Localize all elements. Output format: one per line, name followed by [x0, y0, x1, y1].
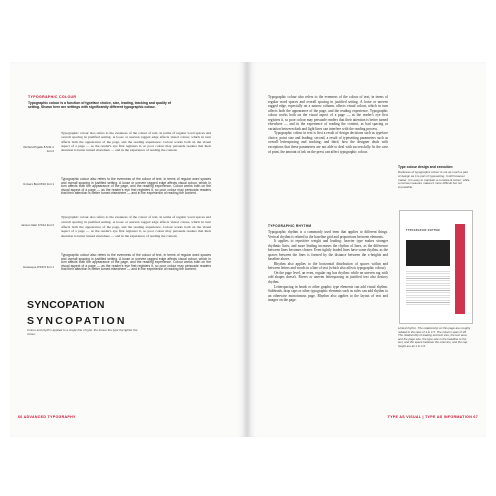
thumbnail-text-lines: [406, 271, 450, 307]
display-caption: Colour and rhythm applied to a single line of type: the looser the type the lighter the colour.: [27, 328, 138, 336]
paragraph: Letterspacing in heads or other graphic type elements can add visual rhythm. Subheads, drop caps or other typographic elements such as rules can add rhythm to an otherwise monotonous page. Rhythm also applies to the layout of text and images on the page.: [268, 284, 388, 303]
intro-text: Typographic colour is a function of typeface choice, size, leading, tracking and quality of setting. Shown here are settings with significantly different typographic colour.: [28, 101, 171, 110]
page-thumbnail: [399, 210, 473, 324]
body-column-2: [268, 230, 388, 303]
body-column-1: [268, 95, 388, 154]
paragraph: Typographic colour in text is first a result of design decisions such as typeface choice, point size and leading; second, a result of typesetting parameters such as overall letterspacing and tracking; and third, how the designer deals with exceptions that these parameters are not able to deal with successfully. In the case of print, the amount of ink on the press can affect typographic colour.: [268, 131, 388, 154]
sample-label: Janson Italic 9.5/12 font 2: [21, 223, 54, 227]
text-sample: Typographic colour also refers to the evenness of the colour of text, in terms of regular word spaces and overall spacing in justified setting. A loose or uneven ragged edge affects visual colour, which in turn affects both the appearance of the page, and the reading experience. Colour works both on the visual aspect of a page — as the reader's eye first registers it, so poor colour may persuade readers that their attention is better turned elsewhere — and in the experience of reading the content.: [61, 177, 211, 196]
text-sample: Typographic colour also refers to the evenness of the colour of text, in terms of regular word spaces and overall spacing in justified setting. A loose or uneven ragged edge affects visual colour, which in turn affects both the appearance of the page, and the reading experience. Colour works both on the visual aspect of a page — as the reader's eye first registers it, so poor colour may persuade readers that their attention is better turned elsewhere — and in the experience of reading the content.: [61, 253, 211, 272]
paragraph: Typographic rhythm is a commonly used term that applies to different things. Vertical rhythm is related to the baseline grid and proportions between elements.: [268, 230, 388, 239]
folio-left: 66 ADVANCED TYPOGRAPHY: [18, 415, 76, 419]
display-word-tight: SYNCOPATION: [27, 299, 105, 311]
sidebar-note: Darkness of typographic colour is not as much a part of design as it is part of typesetting. It will however matter: it is easy to maintain a consistent colour, while a narrow measure makes it more difficult but not impossible.: [398, 170, 470, 190]
folio-right: TYPE AS VISUAL | TYPE AS INFORMATION 67: [387, 415, 478, 419]
thumbnail-caption: Linked rhythm. The relationship on this page are roughly related to the ratio of 1 to 1.5. The column span of 26. The relationship of leading and text size, the text area and the page size, the type size in the headline to the text, and the space between the columns, and the cap height are all 1 to 1.6.: [398, 326, 471, 348]
sample-label: Richard Pigalle 8.5/11 2 font 2: [23, 145, 54, 153]
text-sample: Typographic colour also refers to the evenness of the colour of text, in terms of regular word spaces and overall spacing in justified setting. A loose or uneven ragged edge affects visual colour, which in turn affects both the appearance of the page, and the reading experience. Colour works both on the visual aspect of a page — as the reader's eye first registers it, so poor colour may persuade readers that their attention is better turned elsewhere — and in the experience of reading the content.: [61, 131, 211, 153]
thumbnail-red-bar: [455, 224, 465, 314]
section-heading: TYPOGRAPHIC COLOUR: [28, 95, 77, 99]
display-word-tracked: SYNCOPATION: [27, 315, 127, 327]
thumbnail-text-block: [406, 240, 450, 266]
paragraph: It applies to repetitive weight and leading: heavier type makes stronger rhythmic lines, and more leading increases the rhythm of lines, as the difference between lines becomes clearer. Even tightly leaded lines have some rhythm, as the spaces between the lines is formed by the distance between the x-heights and baseline above.: [268, 239, 388, 262]
paragraph: Typographic colour also refers to the evenness of the colour of text, in terms of regular word spaces and overall spacing in justified setting. A loose or uneven ragged edge, especially on a narrow column, affects visual colour, which in turn affects both the appearance of the page, and the reading experience. Typographic colour works both on the visual aspect of a page — as the reader's eye first registers it, so poor colour may persuade readers that their attention is better turned elsewhere — and in the experience of reading the content, as bad spacing or variation between dark and light lines can interfere with the reading process.: [268, 95, 388, 131]
sample-label: Univers Bold 8/10 font 1: [23, 182, 54, 186]
sidebar-heading: Type colour design and execution: [398, 165, 453, 169]
thumbnail-title: TYPOGRAPHIC RHYTHM: [406, 229, 440, 232]
text-sample: Typographic colour also refers to the evenness of the colour of text, in terms of regular word spaces and overall spacing in justified setting. A loose or uneven ragged edge affects visual colour, which in turn affects both the appearance of the page, and the reading experience. Colour works both on the visual aspect of a page — as the reader's eye first registers it, so poor colour may persuade readers that their attention is better turned elsewhere — and in the experience of reading the content.: [61, 215, 211, 239]
sample-label: Grotesque 8.5/9.5 font 1: [22, 265, 54, 269]
left-page: [10, 62, 246, 437]
paragraph: Rhythm also applies to the horizontal distribution of spaces within and between letters and words in a line of text (which also affects typographic colour).: [268, 261, 388, 271]
rhythm-heading: TYPOGRAPHIC RHYTHM: [268, 224, 312, 228]
paragraph: On the page level, an even, regular rag has rhythm: while an uneven rag with odd shapes doesn't. Rivers or uneven letterspacing in justified text also destroy rhythm.: [268, 270, 388, 285]
book-gutter: [246, 62, 248, 437]
